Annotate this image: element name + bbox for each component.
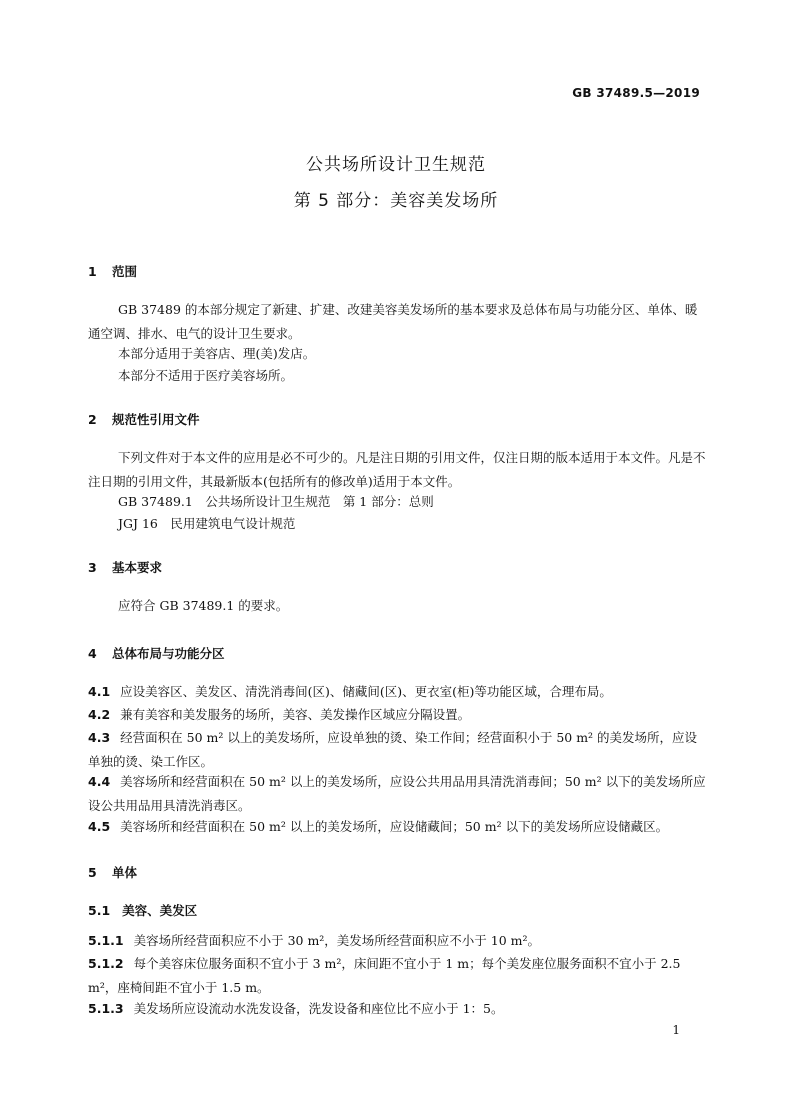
- clause-text: 应设美容区、美发区、清洗消毒间(区)、储藏间(区)、更衣室(柜)等功能区域，合理布局。: [120, 684, 612, 699]
- clause-5-1-2: [88, 952, 708, 1000]
- reference-1: GB 37489.1 公共场所设计卫生规范 第 1 部分：总则: [118, 494, 434, 509]
- clause-4-4: [88, 770, 708, 818]
- section-1-paragraph-2: 本部分适用于美容店、理(美)发店。: [118, 346, 316, 361]
- clause-number: 5.1.1: [88, 933, 124, 948]
- clause-text: 美容场所经营面积应不小于 30 m²，美发场所经营面积应不小于 10 m²。: [133, 933, 541, 948]
- clause-number: 4.3: [88, 730, 111, 745]
- section-1-paragraph-3: 本部分不适用于医疗美容场所。: [118, 368, 294, 383]
- clause-4-2: [88, 703, 708, 727]
- document-title: 公共场所设计卫生规范: [306, 155, 486, 175]
- section-number: 2: [88, 412, 97, 427]
- section-title: 规范性引用文件: [112, 412, 200, 427]
- clause-number: 4.2: [88, 707, 111, 722]
- section-3-paragraph-1: 应符合 GB 37489.1 的要求。: [118, 598, 289, 613]
- clause-text: 美发场所应设流动水洗发设备，洗发设备和座位比不应小于 1：5。: [133, 1001, 504, 1016]
- section-title: 基本要求: [112, 560, 163, 575]
- clause-text: 经营面积在 50 m² 以上的美发场所，应设单独的烫、染工作间；经营面积小于 50 m² 的美发场所，应设单独的烫、染工作区。: [88, 730, 698, 769]
- clause-text: 美容场所和经营面积在 50 m² 以上的美发场所，应设储藏间；50 m² 以下的美发场所应设储藏区。: [120, 819, 669, 834]
- subsection-title: 美容、美发区: [122, 903, 198, 918]
- clause-4-3: [88, 726, 708, 774]
- clause-number: 4.1: [88, 684, 111, 699]
- clause-5-1-3: [88, 997, 708, 1021]
- document-subtitle: 第 5 部分：美容美发场所: [293, 191, 499, 211]
- section-1-heading: [88, 262, 137, 280]
- section-title: 单体: [112, 865, 138, 880]
- clause-number: 4.5: [88, 819, 111, 834]
- section-number: 5: [88, 865, 97, 880]
- page-number: 1: [672, 1023, 680, 1037]
- section-4-heading: [88, 644, 225, 662]
- clause-text: 兼有美容和美发服务的场所，美容、美发操作区域应分隔设置。: [120, 707, 471, 722]
- section-number: 1: [88, 264, 97, 279]
- clause-text: 美容场所和经营面积在 50 m² 以上的美发场所，应设公共用品用具清洗消毒间；50 m² 以下的美发场所应设公共用品用具清洗消毒区。: [88, 774, 706, 813]
- section-title: 范围: [112, 264, 138, 279]
- clause-4-5: [88, 815, 708, 839]
- clause-text: 每个美容床位服务面积不宜小于 3 m²，床间距不宜小于 1 m；每个美发座位服务面积不宜小于 2.5 m²，座椅间距不宜小于 1.5 m。: [88, 956, 681, 995]
- standard-code: GB 37489.5—2019: [572, 86, 700, 100]
- section-title: 总体布局与功能分区: [112, 646, 225, 661]
- clause-number: 4.4: [88, 774, 111, 789]
- section-2-heading: [88, 410, 200, 428]
- clause-number: 5.1.3: [88, 1001, 124, 1016]
- section-number: 4: [88, 646, 97, 661]
- section-2-paragraph-1: 下列文件对于本文件的应用是必不可少的。凡是注日期的引用文件，仅注日期的版本适用于本文件。凡是不注日期的引用文件，其最新版本(包括所有的修改单)适用于本文件。: [88, 450, 706, 489]
- clause-4-1: [88, 680, 708, 704]
- section-1-paragraph-1: GB 37489 的本部分规定了新建、扩建、改建美容美发场所的基本要求及总体布局与功能分区、单体、暖通空调、排水、电气的设计卫生要求。: [88, 302, 698, 341]
- clause-number: 5.1.2: [88, 956, 124, 971]
- section-number: 3: [88, 560, 97, 575]
- reference-2: JGJ 16 民用建筑电气设计规范: [118, 516, 296, 531]
- section-3-heading: [88, 558, 162, 576]
- subsection-5-1-heading: [88, 901, 197, 919]
- section-5-heading: [88, 863, 137, 881]
- clause-5-1-1: [88, 929, 708, 953]
- subsection-number: 5.1: [88, 903, 111, 918]
